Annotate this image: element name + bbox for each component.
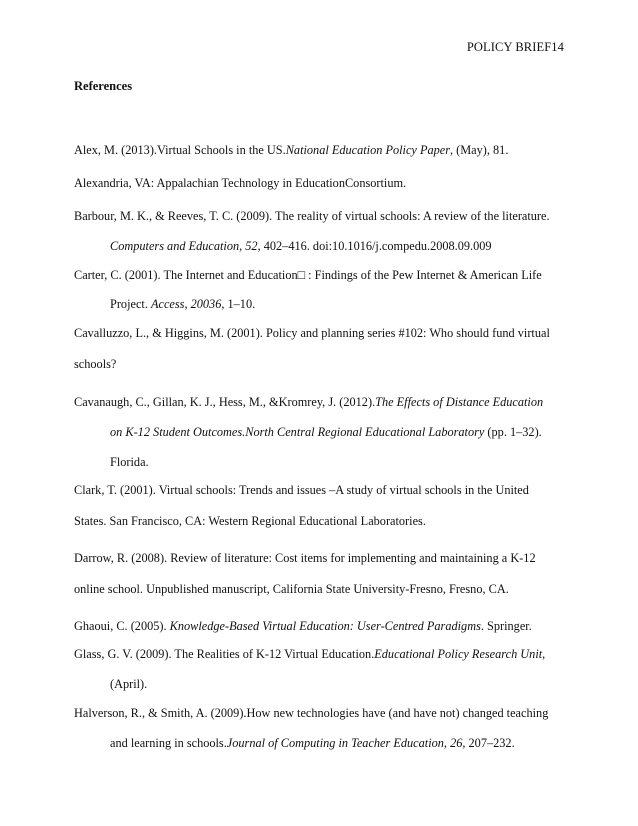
reference-alex-line-2 xyxy=(74,177,406,189)
ref-source: The Effects of Distance Education xyxy=(375,395,544,409)
ref-text: , xyxy=(239,239,246,253)
ref-text: Alex, M. (2013).Virtual Schools in the US. xyxy=(74,143,286,157)
reference-barbour-line-1 xyxy=(74,210,550,222)
ref-source: National Education Policy Paper xyxy=(285,143,450,157)
reference-clark-line-1 xyxy=(74,484,529,496)
reference-halverson-line-1 xyxy=(74,707,548,719)
ref-text: , 207–232. xyxy=(462,736,515,750)
ref-volume: 52 xyxy=(245,239,258,253)
reference-barbour-line-2 xyxy=(110,240,492,252)
ref-source: Journal of Computing in Teacher Education xyxy=(226,736,444,750)
reference-alex-line-1 xyxy=(74,144,508,156)
reference-darrow-line-1 xyxy=(74,552,536,564)
reference-glass-line-1 xyxy=(74,648,545,660)
ref-text: , (May), 81. xyxy=(450,143,509,157)
reference-cavalluzzo-line-1 xyxy=(74,327,550,339)
ref-source: Access xyxy=(150,297,185,311)
reference-darrow-line-2 xyxy=(74,583,509,595)
ref-source: Knowledge-Based Virtual Education: User-Centred Paradigms xyxy=(169,619,481,633)
ref-volume: 26 xyxy=(450,736,463,750)
ref-text: (April). xyxy=(110,677,148,691)
ref-volume: 20036 xyxy=(190,297,222,311)
ref-text: Project. xyxy=(110,297,151,311)
ref-text: Cavanaugh, C., Gillan, K. J., Hess, M., &Kromrey, J. (2012). xyxy=(74,395,376,409)
reference-carter-line-2 xyxy=(110,298,255,310)
ref-text: Florida. xyxy=(110,455,149,469)
section-title: References xyxy=(74,79,133,93)
reference-cavanaugh-line-1 xyxy=(74,396,543,408)
ref-text: Glass, G. V. (2009). The Realities of K-12 Virtual Education. xyxy=(74,647,375,661)
ref-text: States. San Francisco, CA: Western Regional Educational Laboratories. xyxy=(74,514,426,528)
ref-text: , 1–10. xyxy=(221,297,256,311)
ref-text: Alexandria, VA: Appalachian Technology in EducationConsortium. xyxy=(74,176,407,190)
ref-text: , xyxy=(443,736,451,750)
reference-cavanaugh-line-2 xyxy=(110,426,542,438)
ref-text: Cavalluzzo, L., & Higgins, M. (2001). Policy and planning series #102: Who should fund virtual xyxy=(74,326,550,340)
ref-text: schools? xyxy=(74,357,117,371)
running-head: POLICY BRIEF14 xyxy=(466,40,564,54)
ref-source: on K-12 Student Outcomes.North Central Regional Educational Laboratory xyxy=(110,425,485,439)
ref-text: Carter, C. (2001). The Internet and Education□ : Findings of the Pew Internet & American Life xyxy=(74,268,542,282)
reference-halverson-line-2 xyxy=(110,737,515,749)
ref-text: , xyxy=(542,647,546,661)
reference-clark-line-2 xyxy=(74,515,426,527)
ref-text: . Springer. xyxy=(480,619,532,633)
reference-ghaoui-line-1 xyxy=(74,620,532,632)
ref-text: and learning in schools. xyxy=(110,736,227,750)
ref-text: Ghaoui, C. (2005). xyxy=(74,619,170,633)
ref-text: , xyxy=(184,297,191,311)
reference-glass-line-2 xyxy=(110,678,147,690)
reference-cavanaugh-line-3 xyxy=(110,456,149,468)
ref-text: , 402–416. doi:10.1016/j.compedu.2008.09.009 xyxy=(257,239,492,253)
reference-carter-line-1 xyxy=(74,269,542,281)
ref-text: Clark, T. (2001). Virtual schools: Trends and issues –A study of virtual schools in the United xyxy=(74,483,529,497)
reference-cavalluzzo-line-2 xyxy=(74,358,116,370)
ref-source: Educational Policy Research Unit xyxy=(374,647,543,661)
ref-text: Halverson, R., & Smith, A. (2009).How new technologies have (and have not) changed teaching xyxy=(74,706,549,720)
ref-source: Computers and Education xyxy=(110,239,240,253)
ref-text: (pp. 1–32). xyxy=(484,425,542,439)
ref-text: Barbour, M. K., & Reeves, T. C. (2009). The reality of virtual schools: A review of the literature. xyxy=(74,209,550,223)
ref-text: online school. Unpublished manuscript, California State University-Fresno, Fresno, CA. xyxy=(74,582,509,596)
ref-text: Darrow, R. (2008). Review of literature: Cost items for implementing and maintaining a K-12 xyxy=(74,551,536,565)
